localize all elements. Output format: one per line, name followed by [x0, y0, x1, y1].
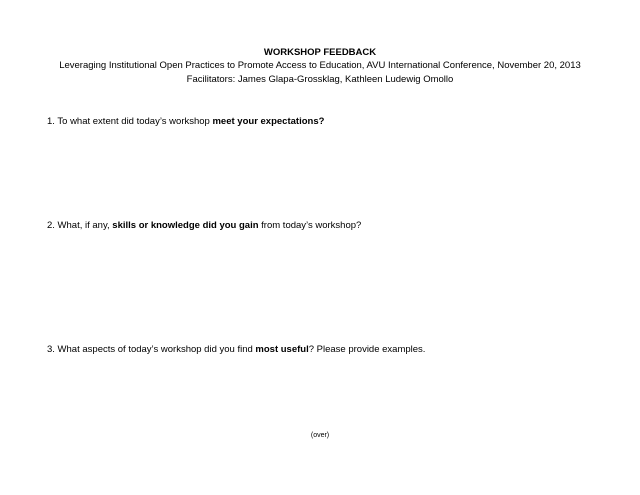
question-2 [47, 219, 361, 232]
facilitators-line: Facilitators: James Glapa-Grossklag, Kathleen Ludewig Omollo [186, 74, 454, 85]
question-2-emphasis: skills or knowledge did you gain [112, 220, 259, 231]
form-subtitle: Leveraging Institutional Open Practices to Promote Access to Education, AVU International Conference, November 20, 2013 [59, 60, 581, 71]
question-2-prefix: 2. What, if any, [47, 220, 113, 231]
question-3-emphasis: most useful [255, 344, 309, 355]
question-3 [47, 343, 425, 356]
question-1 [47, 115, 324, 128]
question-3-suffix: ? Please provide examples. [308, 344, 426, 355]
page-over-note: (over) [310, 432, 330, 439]
question-1-prefix: 1. To what extent did today’s workshop [47, 116, 213, 127]
question-2-suffix: from today’s workshop? [258, 220, 362, 231]
form-title: WORKSHOP FEEDBACK [263, 47, 377, 58]
question-3-prefix: 3. What aspects of today’s workshop did you find [47, 344, 256, 355]
question-1-emphasis: meet your expectations? [212, 116, 325, 127]
form-header [0, 46, 640, 87]
